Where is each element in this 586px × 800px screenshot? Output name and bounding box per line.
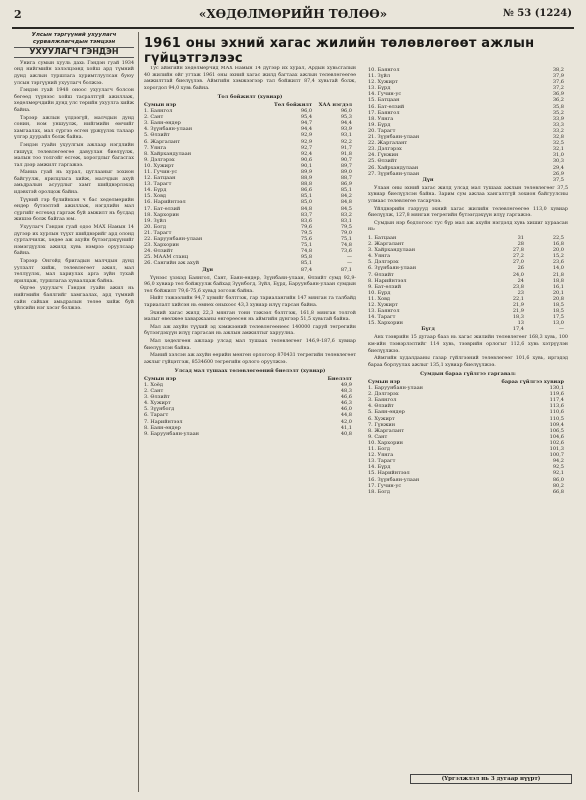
table-cell: 37,6 [552, 79, 564, 86]
right-para-2: Үйлдвэрийн газрууд эхний хагас жилийн төлөвлөгөөгөө 113,0 хувиар биелүүлж, 127,8 мянган төгрөгийн бүтээгдэхүүн илүү гаргажээ. [368, 206, 568, 219]
table-cell: 14. Тарагт [368, 314, 396, 321]
table-cell: 10. Хужирт [144, 162, 174, 169]
table1-body [144, 108, 356, 266]
table2 [144, 376, 356, 437]
table-cell: 3. Өлзийт [144, 394, 170, 401]
table-cell: 96,0 [300, 108, 313, 115]
table-cell: 83,2 [340, 211, 352, 218]
table-cell: 5. Баян-өндөр [368, 409, 405, 416]
right-para-4: Аймгийн худалдааны газар гүйлгээний төлөвлөгөөг 101,6 хувь, иргэдэд бараа борлуулах ажлыг 135,1 хувиар биелүүлжээ. [368, 356, 568, 368]
table3-title: Сумдын бараа гүйлгээ гаргавал: [420, 371, 516, 378]
table-cell: 36,9 [552, 91, 564, 98]
table-cell: 18. Богд [368, 488, 390, 495]
table-cell: 87,4 [300, 266, 313, 273]
table-cell: 100,7 [549, 452, 564, 459]
table-cell: 12. Хужирт [368, 301, 398, 308]
table-cell: 27,2 [512, 253, 524, 260]
table-cell: 24,0 [512, 271, 524, 278]
table-cell: 4. Өлзийт [368, 403, 394, 410]
table-cell: 92,9 [300, 138, 313, 145]
table-cell: 25. МААМ станц [144, 254, 189, 261]
table-cell: 30,3 [552, 158, 564, 165]
table-cell: 18,8 [552, 277, 564, 284]
table1-title: Тол бойжилт (хувиар) [217, 94, 283, 101]
table-cell: 1. Батцаан [368, 234, 397, 241]
table-cell: 92,4 [300, 150, 313, 157]
table2-body [144, 382, 356, 437]
table-cell: 40,8 [340, 430, 352, 437]
table-cell: 18. Хархорин [144, 211, 179, 218]
table-cell: 36,2 [552, 97, 564, 104]
table-cell: 85,1 [340, 187, 352, 194]
table-cell: 89,9 [300, 169, 313, 175]
table-cell: 17. Гучин-ус [368, 482, 402, 489]
table-cell: 13,0 [552, 320, 564, 327]
left-paragraph: Өдгөө ухуулагч Гэндэн гуайн ажил нь нийгмийн баялгийг хамгаалах, ард түмний сайн сайхан амьдралын төлөө хийж буй үйлсийн нэг хэсэг болжээ. [14, 286, 134, 312]
table-cell: 6. Тарагт [144, 412, 169, 419]
left-paragraph: Маниа гуай нь хурал, цуглааныг зохион байгуулж, ярилцлага хийж, малчдын ахуй амьдралын асуудлыг хамт шийдвэрлэхэд идэвхтэй оролцож байна. [14, 170, 134, 196]
table-cell: 11. Ховд [368, 295, 391, 302]
table-cell: 42,0 [340, 418, 352, 425]
table-cell: 84,2 [340, 193, 352, 200]
table-cell: 11. Зүйл [368, 73, 390, 80]
table-cell: 10. Хархорин [368, 439, 403, 446]
table-cell: 15,2 [552, 253, 564, 260]
table-cell: 66,8 [552, 488, 564, 495]
table-cell: 31,0 [552, 152, 564, 159]
table-cell: 12. Хужирт [368, 79, 398, 86]
table-cell: 44,8 [340, 412, 352, 419]
table-cell: 16. Бат-өлзий [368, 103, 405, 110]
table-cell: Дүн [202, 266, 214, 273]
table-cell: 41,1 [340, 424, 352, 431]
table-cell: Дүн [422, 176, 434, 183]
table-cell: 6. Зүүнбаян-улаан [368, 265, 417, 272]
table-cell: 19. Зүйл [144, 217, 166, 224]
table-cell: 86,6 [300, 187, 313, 194]
table-cell: 18,5 [552, 301, 564, 308]
table-cell: 9. Бат-өлзий [368, 283, 402, 290]
article-paragraph: Маний хэлсэн аж ахуйн өөрийн мөнгөн орлогоор 870431 төгрөгийн төлөвлөгөөт ажлыг гүйцэтгэж, 8534600 төгрөгийн орлого оруулжээ. [144, 353, 356, 365]
table-cell: 23. Хархорин [144, 242, 179, 249]
table-cell: 9. Дэлгэрэх [144, 156, 175, 163]
table-cell: 19. Бүрд [368, 121, 391, 128]
table-cell: — [559, 326, 564, 333]
table1-header-cell: ХАА нэгдэл [318, 101, 352, 108]
table-cell: 7. Гүнжин [368, 421, 396, 428]
table-cell: 27,0 [512, 259, 524, 266]
table-cell: 15. Батцаан [368, 97, 400, 104]
article-paragraph: Нийт тэжээлийн 94,7 хувийг бэлтгэж, гар тариалангийн 147 мянган га талбайд тариалалт хийсэн нь өмнөх оныхоос 43,3 хувиар илүү гарсан байна. [144, 296, 356, 308]
table-cell: 92,9 [300, 132, 313, 139]
table-right-2-total [368, 326, 568, 332]
table-cell: 35,2 [552, 109, 564, 116]
table-cell: 85,1 [300, 193, 313, 200]
table-cell: 20. Богд [144, 223, 166, 230]
table-cell: 85,1 [300, 260, 313, 267]
table-cell: 16,8 [552, 241, 564, 248]
table-cell: 89,7 [340, 162, 352, 169]
table-cell: 8. Хайрхандулаан [144, 150, 192, 157]
article-column-main [144, 66, 356, 780]
table-cell: 17. Баянгол [368, 109, 400, 116]
table-cell: 75,6 [300, 236, 313, 243]
table-cell: 117,4 [549, 397, 564, 404]
table-cell: 110,5 [549, 415, 564, 422]
table-cell: 20,8 [552, 295, 564, 302]
table-cell: 3. Баянгол [368, 397, 397, 404]
table-cell: 130,1 [549, 385, 564, 392]
table-row [144, 431, 356, 437]
table-cell: 46,0 [340, 406, 352, 413]
table-cell: 5. Зүүнбогд [144, 406, 175, 413]
table-cell: 5. Өлзийт [144, 132, 170, 139]
table-cell: 75,1 [300, 242, 313, 249]
table-cell: 17. Бат-өлзий [144, 205, 181, 212]
table-cell: 29,4 [552, 164, 564, 171]
article-body [144, 276, 356, 367]
table-cell: 92,7 [300, 144, 313, 151]
column-divider [138, 32, 139, 792]
table-cell: 95,3 [340, 114, 352, 121]
left-kicker: Улсын тэргүүний ухуулагч сурвалжлагчдын тэмцээн [31, 32, 117, 45]
table-cell: 83,6 [300, 217, 313, 224]
article-intro: Тус аймгийн хөдөлмөрчид МАХ Намын 14 дүгээр их хурал, Ардын хувьсгалын 40 жилийн ойг угтаж 1961 оны эхний хагас жилд багтаах ажлын төлөвлөгөөгөө амжилттай биелүүлэв. Аймгийн хэмжээгээр тал бойжилт 87,4 хувьтай болж, хорогдол 94,0 хувь байна. [144, 66, 356, 91]
table-cell: 104,6 [549, 433, 564, 440]
table-cell: 1. Баруунбаян-улаан [368, 385, 424, 392]
table-cell: 74,8 [300, 248, 313, 255]
table-cell: 2. Жаргалант [368, 241, 405, 248]
table-cell: 7. Нарийнтээл [144, 418, 183, 425]
table-cell: 16,1 [552, 283, 564, 290]
table-cell: 106,5 [549, 427, 564, 434]
table-cell: 33,3 [552, 121, 564, 128]
table-cell: 21,8 [552, 271, 564, 278]
table-cell: 49,9 [340, 382, 352, 388]
table-cell: 90,1 [300, 162, 313, 169]
table-cell: 93,1 [340, 132, 352, 139]
table-cell: 13. Баянгол [368, 308, 400, 315]
table-cell: 6. Хужирт [368, 415, 395, 422]
table-cell: 7. Өлзийт [368, 271, 394, 278]
table-cell: 13. Тарагт [368, 458, 396, 465]
table-cell: 79,5 [300, 229, 313, 236]
article-column-right [368, 66, 568, 780]
table-cell: 23,6 [552, 259, 564, 266]
right-para-3: Анх тээврийн 15 дугаар бааз нь хагас жилийн төлөвлөгөөг 168,3 хувь, 100 км-ийн тээвэрлэлтийг 114 хувь, тээврийн орлогыг 112,6 хувь хэтрүүлэн биелүүлжээ. [368, 335, 568, 354]
table-cell: 90,6 [300, 156, 313, 163]
table-cell: 27,8 [512, 247, 524, 254]
table-cell: 31 [517, 234, 524, 241]
table-cell: 21. Тарагт [144, 229, 172, 236]
table-cell: 11. Гучин-ус [144, 169, 178, 175]
table-right-2-body [368, 235, 568, 326]
page-number: 2 [14, 8, 22, 21]
table-cell: 14. Бүрд [144, 187, 167, 194]
table-cell: 113,6 [549, 403, 564, 410]
continuation-note: (Үргэлжлэл нь 3 дугаар нүүрт) [410, 774, 572, 784]
table-cell: 92,1 [552, 470, 564, 477]
table-cell: 9. Сант [368, 433, 388, 440]
table-cell: 3. Хайрхандулаан [368, 247, 416, 254]
table-cell: 15. Нарийнтээл [368, 470, 410, 477]
table-cell: 28 [517, 241, 524, 248]
table-cell: 109,4 [549, 421, 564, 428]
table-cell: 86,9 [340, 181, 352, 188]
table-cell: 14,0 [552, 265, 564, 272]
table-cell: 101,3 [549, 446, 564, 453]
issue-number: № 53 (1224) [502, 8, 572, 19]
left-paragraph: Түүний гэр бүлийнхэн ч бас хөдөлмөрийн өндөр бүтээлтэй ажиллаж, нэгдлийн мал сүргийг өсгөхөд гаргаж буй амжилт нь бусдад жишээ болж байгаа юм. [14, 197, 134, 223]
table-cell: 96,0 [340, 108, 352, 115]
table-cell: 33,9 [552, 115, 564, 122]
table-cell: 4. Уянга [368, 253, 391, 260]
table-cell: 84,5 [340, 205, 352, 212]
left-paragraphs [14, 61, 134, 313]
article-paragraph: Үүнээс үзэхэд Баянгол, Сант, Баян-өндөр, Зүүнбаян-улаан, Өлзийт сумд 92,9-96,0 хувиар төл бойжуулж байхад Зүүнбогд, Зүйл, Бүрд, Баруунбаян-улаан сумдын төл бойжилт 79,6-75,6 хувьд зогсож байна. [144, 275, 356, 294]
table-cell: 37,5 [552, 176, 564, 183]
table-cell: 2. Дэлгэрэх [368, 391, 399, 398]
table-cell: 27. Зүүнбаян-улаан [368, 170, 420, 177]
table-cell: 83,7 [300, 211, 313, 218]
table-cell: 46,3 [340, 400, 352, 407]
table-cell: 2. Сант [144, 114, 164, 121]
table-cell: Бүгд [421, 326, 435, 333]
article-title: 1961 оны эхний хагас жилийн төлөвлөгөөт ажлын гүйцэтгэлээс [144, 36, 535, 66]
table-cell: 4. Хужирт [144, 400, 171, 407]
table-cell: 91,8 [340, 150, 352, 157]
table-cell: 86,0 [552, 476, 564, 483]
left-paragraph: Тэрээр Онгойд бригадын малчдын дунд уулзалт хийж, төлөвлөгөөт ажил, мал төллүүлэх, мал хариулах арга зүйн тухай ярилцаж, туршлагаа хуваалцаж байна. [14, 259, 134, 284]
table-cell: 95,8 [300, 254, 313, 261]
table-cell: 87,1 [340, 266, 352, 273]
table-cell: 94,4 [340, 120, 352, 127]
table-cell: 10. Баянгол [368, 67, 400, 73]
table-cell: 91,7 [340, 144, 352, 151]
table-cell: 25. Өлзийт [368, 158, 397, 165]
table2-title: Улсад мал тушаах төлөвлөгөөний биелэлт (хувиар) [174, 368, 326, 375]
table-cell: 9. Баруунбаян-улаан [144, 430, 200, 437]
table-cell: 24. Гүнжин [368, 152, 399, 159]
table-cell: 75,1 [340, 236, 352, 243]
table-cell: 23 [517, 289, 524, 296]
table1-header-cell: Төл бойжилт [273, 101, 313, 108]
table-right-2 [368, 235, 568, 333]
table-cell: 4. Зүүнбаян-улаан [144, 126, 193, 133]
left-paragraph: Гэндэн гуай 1948 оноос ухуулагч болсон бөгөөд түүнээс хойш тасралтгүй ажиллаж, хөдөлмөрчдийн дунд улс төрийн ухуулга хийж байна. [14, 88, 134, 113]
table-cell: 32,8 [552, 134, 564, 141]
table-cell: 21,9 [512, 301, 524, 308]
table-cell: 32,1 [552, 146, 564, 153]
header-rule [12, 27, 574, 29]
table-cell: 18. Уянга [368, 115, 394, 122]
table-cell: 13 [517, 320, 524, 327]
table-cell: 1. Хоёд [144, 382, 163, 388]
table-cell: 20,1 [552, 289, 564, 296]
table-cell: 22. Жаргалант [368, 140, 408, 147]
left-column [14, 32, 134, 794]
table-cell: 24 [517, 277, 524, 284]
table-cell: 92,2 [340, 138, 352, 145]
table-cell: 84,8 [340, 199, 352, 206]
table-cell: 18,3 [512, 314, 524, 321]
table-cell: 23,8 [512, 283, 524, 290]
left-paragraph: Ухуулагч Гэндэн гуай одоо МАХ Намын 14 дүгээр их хурлын түүхт шийдвэрийг ард олонд сурталчилж, хөдөө аж ахуйн бүтээгдэхүүнийг нэмэгдүүлэх ажилд хувь нэмрээ оруулсаар байна. [14, 225, 134, 257]
table-cell: 5. Дэлгэрэх [368, 259, 399, 266]
table-cell: 21. Зүүнбаян-улаан [368, 134, 420, 141]
table-cell: 18,5 [552, 308, 564, 315]
table-cell: 17,5 [552, 314, 564, 321]
table-cell: 17,4 [512, 326, 524, 333]
table-cell: 20,0 [552, 247, 564, 254]
table-cell: 11. Богд [368, 446, 390, 453]
table-cell: 102,6 [549, 439, 564, 446]
table-cell: 84,8 [300, 205, 313, 212]
table-cell: 94,2 [552, 458, 564, 465]
table-cell: 16. Нарийнтээл [144, 199, 186, 206]
article-paragraph: Мал хөдөлгөөн ажлаар улсад мал тушаах төлөвлөгөөг 146,9-187,6 хувиар биелүүлсэн байна. [144, 338, 356, 351]
table-cell: 8. Нарийнтээл [368, 277, 407, 284]
table-cell: 95,4 [300, 114, 313, 121]
table-cell: 8. Баян-өндөр [144, 424, 181, 431]
article-paragraph: Эхний хагас жилд 22,3 мянган тонн тэжээл бэлтгэж, 161,8 мянган толгой малыг өвөлжөө хаваржааны өнгөрөөсөн нь аймгийн дүнгээр 51,5 хувьтай байна. [144, 310, 356, 323]
right-para-1: Улаан оны эхний хагас жилд улсад мал тушаах ажлын төлөвлөгөөг 37,5 хувиар биелүүлсэн байна. Зарим сум ажлаа хангалтгүй зохион байгуулсны улмаас төлөвлөгөө тасарчээ. [368, 185, 568, 204]
table-cell: 93,9 [340, 126, 352, 133]
table2-header-cell: Биелэлт [327, 375, 352, 382]
table-cell: 3. Баян-өндөр [144, 120, 181, 127]
table1-continued-body [368, 67, 568, 177]
table-cell: 22. Баруунбаян-улаан [144, 236, 203, 243]
table3 [368, 379, 568, 495]
table-cell: 80,2 [552, 482, 564, 489]
table-cell: 110,6 [549, 409, 564, 416]
table1-header-cell: Сумын нэр [144, 101, 177, 108]
table-cell: 14. Гучин-ус [368, 91, 402, 98]
table-cell: 83,1 [340, 217, 352, 224]
table-cell: 92,5 [552, 464, 564, 471]
table-cell: 15. Хархорин [368, 320, 403, 327]
table-cell: 88,7 [340, 175, 352, 182]
table-cell: 37,9 [552, 73, 564, 80]
table-cell: — [347, 260, 352, 267]
table-cell: 79,6 [300, 223, 313, 230]
masthead: «ХӨДӨЛМӨРИЙН ТӨЛӨӨ» [198, 7, 388, 21]
table-cell: 22,5 [552, 234, 564, 241]
table-cell: 37,2 [552, 85, 564, 92]
table-cell: 90,7 [340, 156, 352, 163]
table-cell: 35,8 [552, 103, 564, 110]
left-title: УХУУЛАГЧ ГЭНДЭН [14, 47, 134, 58]
table3-header-cell: Сумын нэр [368, 379, 401, 385]
table-cell: 13. Бүрд [368, 85, 391, 92]
table-cell: — [347, 254, 352, 261]
left-paragraph: Унига сумын хууль дахь Гэндэн гуай 1934 онд нийгмийн хэлэлцээнд хойш ард түмний дунд ажлын туршлага хуримтлуулсан буюу улсын тэргүүний ухуулагч болжээ. [14, 60, 134, 86]
table-cell: 10. Бүрд [368, 289, 391, 296]
page-header [14, 6, 572, 26]
table-cell: 26. Хайрхандулаан [368, 164, 419, 171]
table-cell: 20. Тарагт [368, 127, 396, 134]
table-cell: 88,9 [300, 175, 313, 182]
table-cell: 21,9 [512, 308, 524, 315]
table-cell: 38,2 [552, 67, 564, 73]
table3-header-cell: бараа гүйлгээ хувиар [501, 379, 564, 385]
table-cell: 33,2 [552, 127, 564, 134]
table-cell: 8. Жаргалант [368, 427, 405, 434]
table-cell: 15. Ховд [144, 193, 167, 200]
table-cell: 26 [517, 265, 524, 272]
table-cell: 14. Бүрд [368, 464, 391, 471]
table-cell: 12. Уянга [368, 452, 394, 459]
table-cell: 22,1 [512, 295, 524, 302]
article-paragraph: Мал аж ахуйн түүхий эд хэмжээний төлөвлөгөөнөөс 140000 гаруй төгрөгийн бүтээгдэхүүн илүү гаргасан нь ажлын амжилтыг харуулна. [144, 324, 356, 337]
table-cell: 88,8 [300, 181, 313, 188]
table-cell: 12. Батцаан [144, 175, 176, 182]
table1-continued [368, 67, 568, 183]
table-cell: 79,5 [340, 223, 352, 230]
table-row [368, 489, 568, 495]
table-cell: 1. Баянгол [144, 108, 173, 115]
table-cell: 24. Өлзийт [144, 248, 173, 255]
table-cell: 119,6 [549, 391, 564, 398]
table-cell: 16. Зүүнбаян-улаан [368, 476, 420, 483]
table-cell: 32,5 [552, 140, 564, 147]
table-cell: 73,6 [340, 248, 352, 255]
table-cell: 6. Жаргалант [144, 138, 181, 145]
table-cell: 46,6 [340, 394, 352, 401]
table-cell: 94,4 [300, 126, 313, 133]
table-cell: 85,0 [300, 199, 313, 206]
table-cell: 79,0 [340, 229, 352, 236]
table3-body [368, 385, 568, 495]
table1-continued-total [368, 177, 568, 183]
table1-total-row [144, 267, 356, 273]
table-cell: 89,0 [340, 169, 352, 175]
left-paragraph: Тэрээр ажлын үлдээгүй, малчдын дунд сонин, ном уншуулж, нийгмийн өмчийг хамгаалах, мал сүргээ өсгөн үржүүлэх талаар үлгэр дуурайл болж байна. [14, 115, 134, 141]
table-cell: 13. Тарагт [144, 181, 172, 188]
table2-header-cell: Сумын нэр [144, 375, 177, 382]
right-table2-intro: Сумдын нэр бодлогоос тус бүр мал аж ахуйн нэгдэлд хувь хишиг хураасан нь: [368, 220, 568, 233]
left-paragraph: Гэндэн гуайн ухуулгын ажлаар нэгдлийн гишүүд төлөвлөгөөгөө давуулан биелүүлж, малын тоо толгойг өсгөж, хорогдлыг багасгах тал дээр амжилт гаргажээ. [14, 142, 134, 168]
table-cell: 48,3 [340, 388, 352, 395]
table1 [144, 102, 356, 273]
table-cell: 26,9 [552, 170, 564, 177]
table-cell: 7. Уянга [144, 144, 167, 151]
table-cell: 26. Сангийн аж ахуй [144, 260, 200, 267]
table-cell: 23. Дэлгэрэх [368, 146, 402, 153]
table-cell: 2. Сант [144, 388, 164, 395]
table-cell: 94,7 [300, 120, 313, 127]
table-cell: 74,8 [340, 242, 352, 249]
